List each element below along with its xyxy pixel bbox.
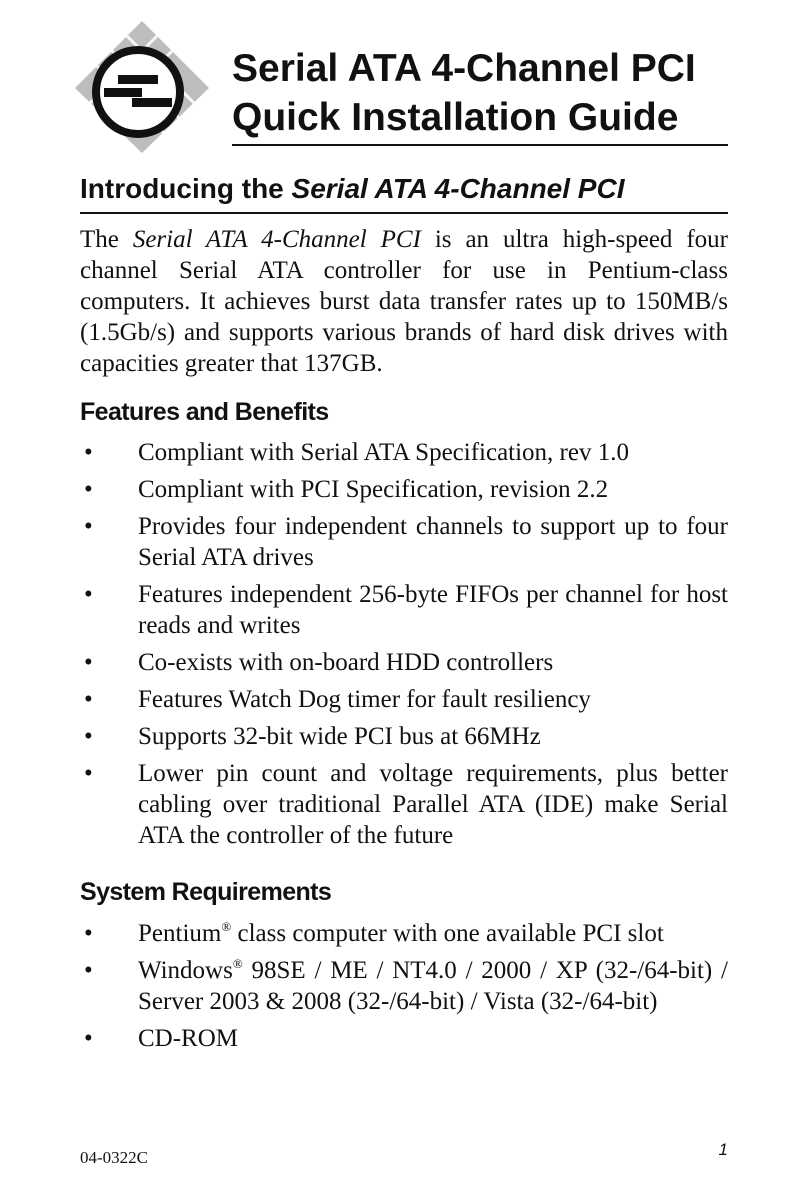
- list-item: • Supports 32-bit wide PCI bus at 66MHz: [84, 723, 541, 750]
- title-line-2: Quick Installation Guide: [232, 96, 679, 139]
- bullet: •: [84, 686, 93, 713]
- bullet: •: [84, 581, 93, 608]
- bullet: •: [84, 439, 93, 466]
- intro-paragraph: [80, 224, 728, 379]
- list-item: • Compliant with Serial ATA Specification, rev 1.0: [84, 439, 629, 466]
- features-heading: Features and Benefits: [80, 398, 329, 426]
- bullet: •: [84, 760, 93, 787]
- bullet: •: [84, 1025, 93, 1052]
- list-item: • Compliant with PCI Specification, revision 2.2: [84, 476, 609, 503]
- siig-logo-icon: [72, 18, 212, 156]
- features-list: [80, 437, 728, 857]
- list-item: • Features independent 256-byte FIFOs per channel for host reads and writes: [84, 581, 728, 639]
- list-item: • Pentium® class computer with one available PCI slot: [84, 919, 664, 947]
- list-item: • Windows® 98SE / ME / NT4.0 / 2000 / XP (32-/64-bit) / Server 2003 & 2008 (32-/64-bit) / Vista (32-/64-bit): [84, 956, 728, 1015]
- bullet: •: [84, 476, 93, 503]
- document-code: 04-0322C: [80, 1148, 148, 1167]
- intro-heading: [80, 171, 624, 207]
- registered-mark: ®: [232, 956, 243, 971]
- bullet: •: [84, 513, 93, 540]
- list-item: • CD-ROM: [84, 1025, 239, 1052]
- requirements-heading: System Requirements: [80, 878, 332, 906]
- list-item: • Provides four independent channels to support up to four Serial ATA drives: [84, 513, 728, 571]
- page-number: 1: [718, 1140, 728, 1159]
- intro-heading-product: Serial ATA 4-Channel PCI: [291, 173, 625, 204]
- bullet: •: [84, 723, 93, 750]
- bullet: •: [84, 920, 93, 947]
- list-item: • Lower pin count and voltage requirements, plus better cabling over traditional Parallel ATA (IDE) make Serial ATA the controller of the future: [84, 760, 728, 849]
- intro-heading-divider: [80, 212, 728, 214]
- intro-para-product: Serial ATA 4-Channel PCI: [132, 226, 421, 253]
- intro-para-start: The: [80, 226, 133, 253]
- requirements-list: [80, 918, 728, 1060]
- title-line-1: Serial ATA 4-Channel PCI: [232, 47, 696, 90]
- document-title: [232, 44, 732, 142]
- intro-heading-prefix: Introducing the: [80, 173, 292, 204]
- registered-mark: ®: [221, 919, 232, 934]
- bullet: •: [84, 957, 93, 984]
- bullet: •: [84, 649, 93, 676]
- title-divider: [232, 144, 728, 146]
- list-item: • Features Watch Dog timer for fault resiliency: [84, 686, 591, 713]
- list-item: • Co-exists with on-board HDD controllers: [84, 649, 554, 676]
- intro-para-rest: is an ultra high-speed four channel Serial ATA controller for use in Pentium-class computers. It achieves burst data transfer rates up to 150MB/s (1.5Gb/s) and supports various brands of hard disk drives with capacities greater that 137GB.: [80, 226, 728, 377]
